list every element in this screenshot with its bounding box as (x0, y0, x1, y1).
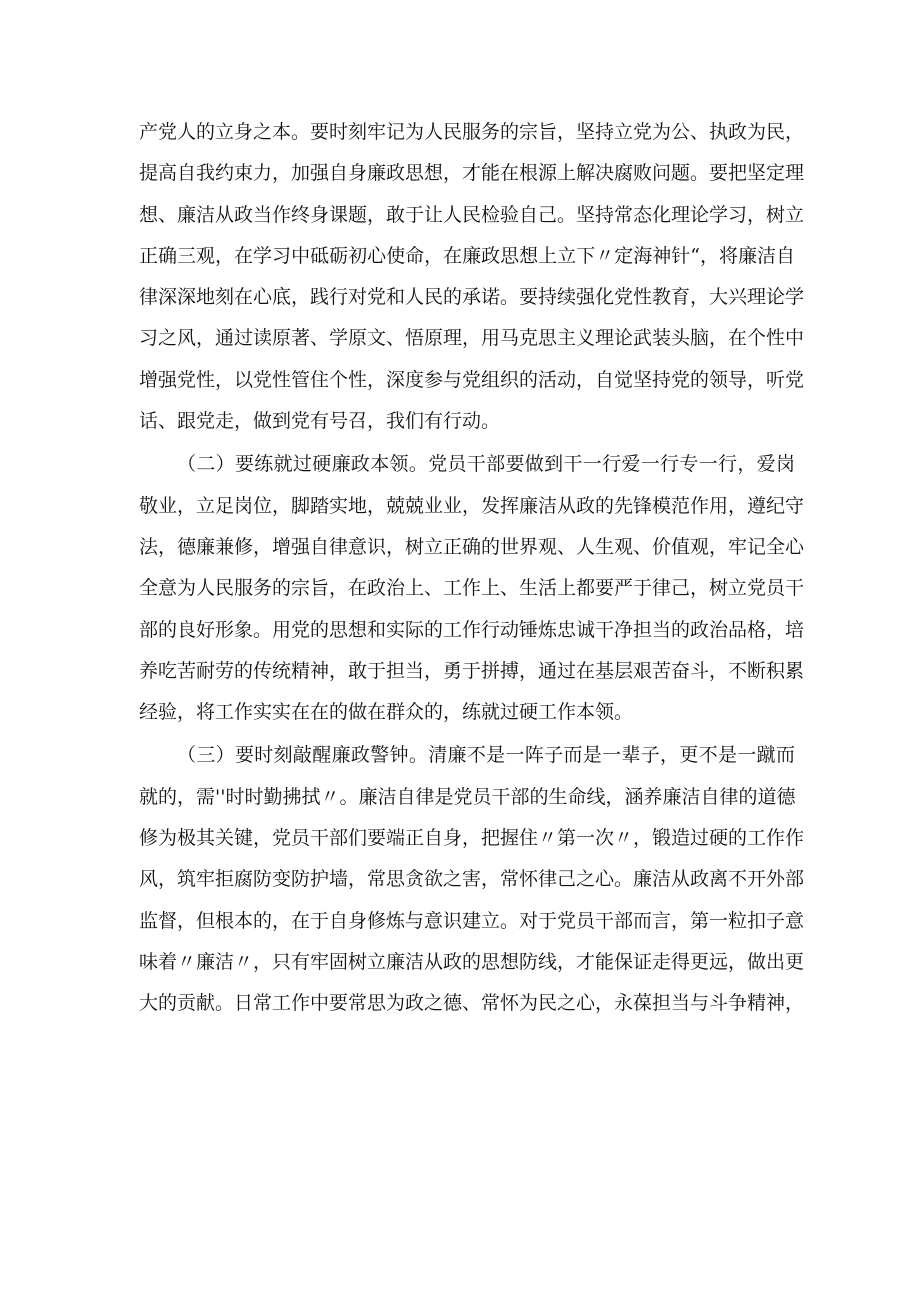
text-line: 养吃苦耐劳的传统精神，敢于担当，勇于拼搏，通过在基层艰苦奋斗，不断积累 (139, 659, 805, 682)
text-line: 律深深地刻在心底，践行对党和人民的承诺。要持续强化党性教育，大兴理论学 (139, 286, 805, 309)
text-line: 部的良好形象。用党的思想和实际的工作行动锤炼忠诚干净担当的政治品格，培 (139, 618, 805, 641)
text-line: 习之风，通过读原著、学原文、悟原理，用马克思主义理论武装头脑，在个性中 (139, 327, 805, 350)
text-line: 监督，但根本的，在于自身修炼与意识建立。对于党员干部而言，第一粒扣子意 (139, 909, 805, 932)
text-line: 增强党性，以党性管住个性，深度参与党组织的活动，自觉坚持党的领导，听党 (139, 368, 805, 391)
text-line: 风，筑牢拒腐防变防护墙，常思贪欲之害，常怀律己之心。廉洁从政离不开外部 (139, 868, 805, 891)
text-line: 味着〃廉洁〃，只有牢固树立廉洁从政的思想防线，才能保证走得更远，做出更 (139, 950, 805, 973)
paragraph-3 (139, 735, 805, 1024)
text-line: 经验，将工作实实在在的做在群众的，练就过硬工作本领。 (139, 701, 634, 724)
text-line: 正确三观，在学习中砥砺初心使命，在廉政思想上立下〃定海神针“，将廉洁自 (139, 244, 795, 267)
text-line: 想、廉洁从政当作终身课题，敢于让人民检验自己。坚持常态化理论学习，树立 (139, 203, 805, 226)
text-line: 修为极其关键，党员干部们要端正自身，把握住〃第一次〃，锻造过硬的工作作 (139, 827, 805, 850)
text-line: 产党人的立身之本。要时刻牢记为人民服务的宗旨，坚持立党为公、执政为民， (139, 121, 805, 143)
text-line: 话、跟党走，做到党有号召，我们有行动。 (139, 410, 501, 433)
document-body (139, 112, 805, 1025)
text-line: 大的贡献。日常工作中要常思为政之德、常怀为民之心，永葆担当与斗争精神， (139, 992, 805, 1015)
text-line: 就的，需''时时勤拂拭〃。廉洁自律是党员干部的生命线，涵养廉洁自律的道德 (139, 785, 796, 808)
text-line: 全意为人民服务的宗旨，在政治上、工作上、生活上都要严于律己，树立党员干 (139, 577, 805, 600)
text-line: 法，德廉兼修，增强自律意识，树立正确的世界观、人生观、价值观，牢记全心 (139, 535, 805, 558)
text-line: （三）要时刻敲醒廉政警钟。清廉不是一阵子而是一辈子，更不是一蹴而 (177, 744, 795, 767)
paragraph-1 (139, 112, 805, 442)
text-line: 提高自我约束力，加强自身廉政思想，才能在根源上解决腐败问题。要把坚定理 (139, 162, 805, 185)
text-line: 敬业，立足岗位，脚踏实地，兢兢业业，发挥廉洁从政的先锋模范作用，遵纪守 (139, 494, 805, 517)
text-line: （二）要练就过硬廉政本领。党员干部要做到干一行爱一行专一行，爱岗 (177, 453, 795, 476)
paragraph-2 (139, 444, 805, 733)
